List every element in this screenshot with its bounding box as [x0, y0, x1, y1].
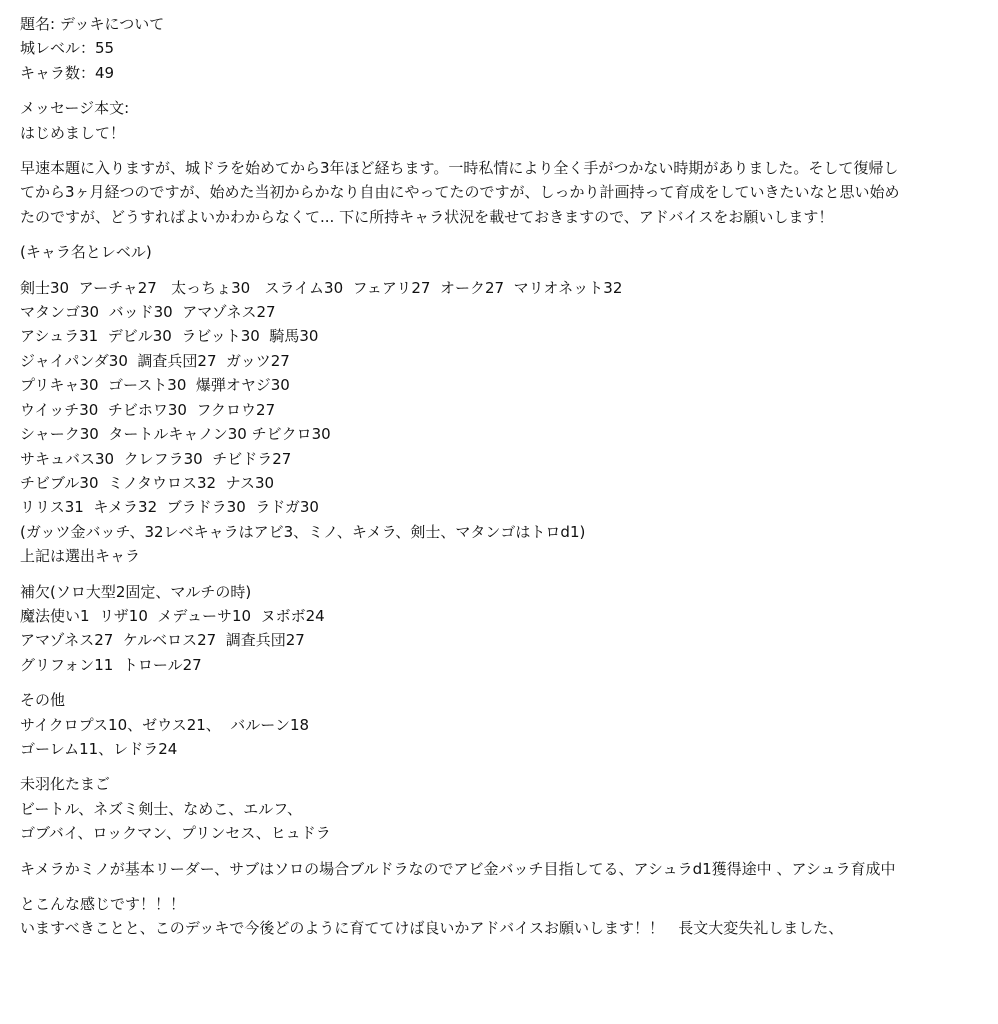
character-row: 剣士30 アーチャ27 太っちょ30 スライム30 フェアリ27 オーク27 マリオネット32 — [20, 278, 623, 297]
character-row: シャーク30 タートルキャノン30 チビクロ30 — [20, 425, 331, 444]
character-count-line: キャラ数：49 — [20, 63, 115, 82]
closing-line-2: いますべきことと、このデッキで今後どのように育ててけば良いかアドバイスお願いします！！ 長文大変失礼しました、 — [20, 919, 844, 938]
title-line: 題名: デッキについて — [20, 15, 165, 33]
unhatched-row: ビートル、ネズミ剣士、なめこ、エルフ、 — [20, 799, 303, 818]
reserve-row: グリフォン11 トロール27 — [20, 655, 202, 674]
greeting-line: はじめまして！ — [20, 123, 126, 142]
other-row: サイクロプス10、ゼウス21、 バルーン18 — [20, 715, 310, 734]
selected-footer: 上記は選出キャラ — [20, 547, 141, 566]
spacer — [20, 677, 988, 688]
other-heading: その他 — [20, 691, 66, 710]
reserve-row: 魔法使い1 リザ10 メデューサ10 ヌボボ24 — [20, 606, 325, 625]
strategy-line: キメラかミノが基本リーダー、サブはソロの場合ブルドラなのでアビ金バッチ目指してる、アシュラd1獲得途中 、アシュラ育成中 — [20, 859, 896, 878]
spacer — [20, 881, 988, 892]
badge-note: (ガッツ金バッチ、32レベキャラはアビ3、ミノ、キメラ、剣士、マタンゴはトロd1) — [20, 522, 586, 541]
character-row: プリキャ30 ゴースト30 爆弾オヤジ30 — [20, 376, 290, 395]
spacer — [20, 569, 988, 580]
character-row: ジャイパンダ30 調査兵団27 ガッツ27 — [20, 351, 290, 370]
intro-line-1: 早速本題に入りますが、城ドラを始めてから3年ほど経ちます。一時私情により全く手がつかない時期がありました。そして復帰し — [20, 159, 899, 178]
spacer — [20, 265, 988, 276]
spacer — [20, 85, 988, 96]
character-row: リリス31 キメラ32 ブラドラ30 ラドガ30 — [20, 498, 319, 517]
castle-level-line: 城レベル：55 — [20, 39, 115, 58]
message-document — [20, 12, 988, 941]
spacer — [20, 846, 988, 857]
intro-line-3: たのですが、どうすればよいかわからなくて... 下に所持キャラ状況を載せておきますので、アドバイスをお願いします！ — [20, 207, 834, 226]
character-row: サキュバス30 クレフラ30 チビドラ27 — [20, 449, 292, 468]
unhatched-heading: 未羽化たまご — [20, 775, 111, 794]
unhatched-row: ゴブバイ、ロックマン、プリンセス、ヒュドラ — [20, 824, 331, 843]
other-row: ゴーレム11、レドラ24 — [20, 739, 178, 758]
character-row: アシュラ31 デビル30 ラビット30 騎馬30 — [20, 327, 319, 346]
character-row: チビブル30 ミノタウロス32 ナス30 — [20, 473, 275, 492]
intro-line-2: てから3ヶ月経つのですが、始めた当初からかなり自由にやってたのですが、しっかり計画持って育成をしていきたいなと思い始め — [20, 183, 900, 202]
spacer — [20, 145, 988, 156]
character-section-heading: (キャラ名とレベル) — [20, 243, 152, 262]
spacer — [20, 761, 988, 772]
character-row: マタンゴ30 バッド30 アマゾネス27 — [20, 303, 276, 322]
reserve-heading: 補欠(ソロ大型2固定、マルチの時) — [20, 582, 252, 601]
character-row: ウイッチ30 チビホワ30 フクロウ27 — [20, 400, 276, 419]
message-label: メッセージ本文: — [20, 99, 130, 118]
closing-line-1: とこんな感じです！！！ — [20, 895, 186, 913]
reserve-row: アマゾネス27 ケルベロス27 調査兵団27 — [20, 631, 305, 650]
spacer — [20, 229, 988, 240]
